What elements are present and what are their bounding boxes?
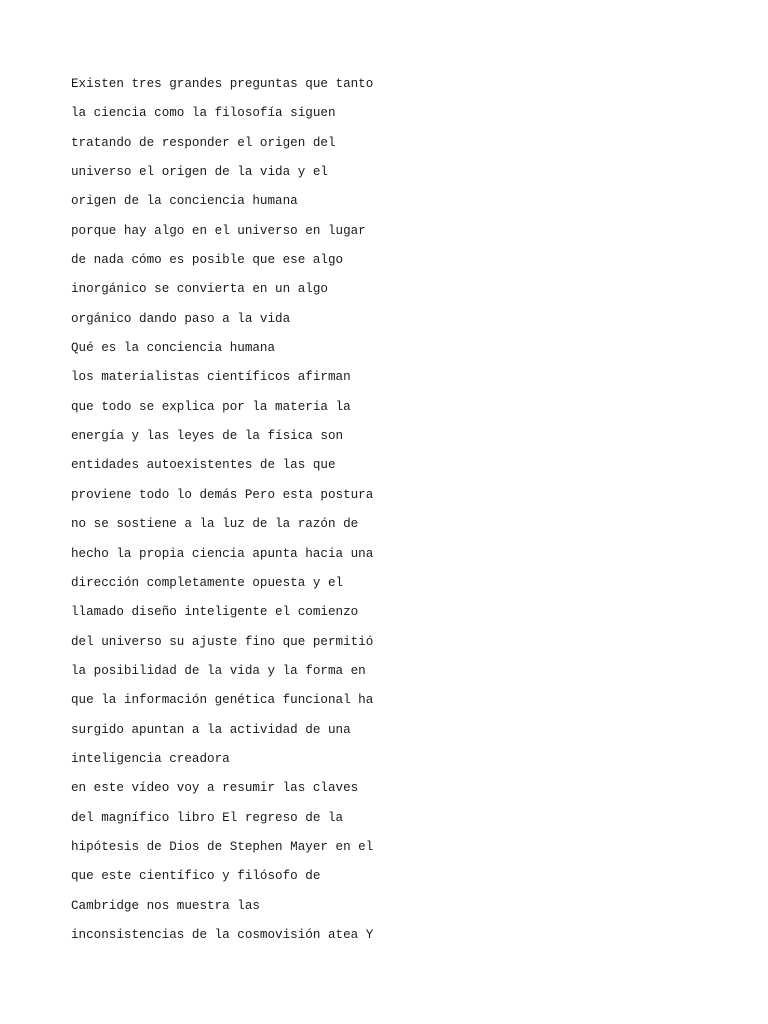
text-line: inconsistencias de la cosmovisión atea Y (71, 927, 374, 942)
text-line: proviene todo lo demás Pero esta postura (71, 487, 374, 502)
text-line: dirección completamente opuesta y el (71, 575, 344, 590)
text-line: entidades autoexistentes de las que (71, 458, 336, 473)
text-line: que todo se explica por la materia la (71, 399, 351, 414)
text-line: hecho la propia ciencia apunta hacia una (71, 546, 374, 561)
text-line: no se sostiene a la luz de la razón de (71, 517, 359, 532)
text-line: universo el origen de la vida y el (71, 165, 328, 180)
text-line: llamado diseño inteligente el comienzo (71, 605, 359, 620)
text-line: inorgánico se convierta en un algo (71, 282, 328, 297)
text-line: surgido apuntan a la actividad de una (71, 722, 351, 737)
text-line: tratando de responder el origen del (71, 135, 336, 150)
text-line: del universo su ajuste fino que permitió (71, 634, 374, 649)
text-line: inteligencia creadora (71, 751, 230, 766)
text-line: los materialistas científicos afirman (71, 370, 351, 385)
text-line: energía y las leyes de la física son (71, 429, 344, 444)
text-line: porque hay algo en el universo en lugar (71, 223, 366, 238)
text-line: Cambridge nos muestra las (71, 898, 260, 913)
text-line: del magnífico libro El regreso de la (71, 810, 344, 825)
text-line: hipótesis de Dios de Stephen Mayer en el (71, 839, 374, 854)
text-line: Qué es la conciencia humana (71, 341, 276, 356)
text-line: que la información genética funcional ha (71, 693, 374, 708)
text-line: origen de la conciencia humana (71, 194, 298, 209)
text-line: la ciencia como la filosofía siguen (71, 106, 336, 121)
text-line: en este vídeo voy a resumir las claves (71, 781, 359, 796)
document-body (71, 70, 711, 950)
text-line: Existen tres grandes preguntas que tanto (71, 77, 374, 91)
text-line: de nada cómo es posible que ese algo (71, 253, 344, 268)
text-line: la posibilidad de la vida y la forma en (71, 663, 366, 678)
text-line: que este científico y filósofo de (71, 869, 321, 884)
text-line: orgánico dando paso a la vida (71, 311, 291, 326)
